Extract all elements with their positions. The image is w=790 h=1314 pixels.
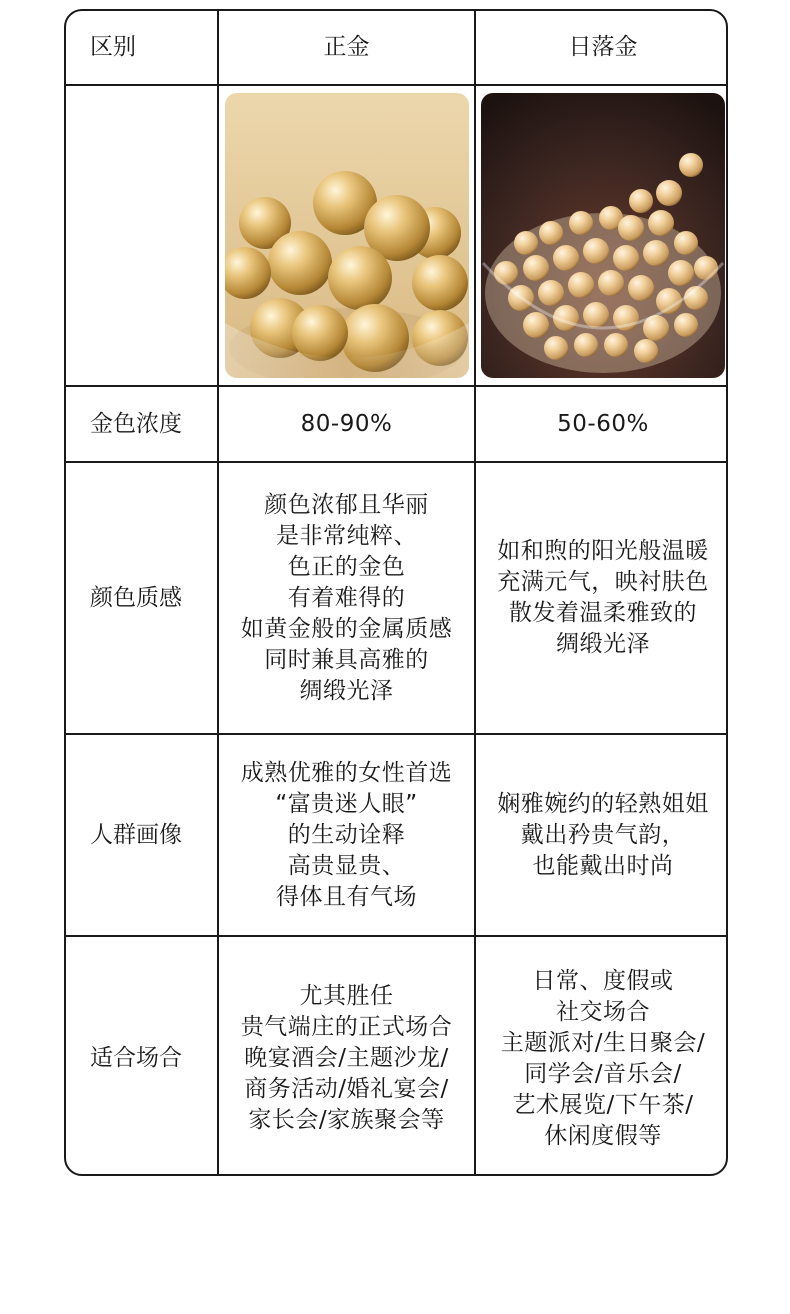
row-col-a-text: 成熟优雅的女性首选 “富贵迷人眼” 的生动诠释 高贵显贵、 得体且有气场 bbox=[240, 759, 453, 910]
image-col-b-cell bbox=[475, 85, 728, 386]
row-target-audience bbox=[66, 734, 728, 936]
header-col-a: 正金 bbox=[323, 34, 370, 60]
row-col-b-text: 日常、度假或 社交场合 主题派对/生日聚会/ 同学会/音乐会/ 艺术展览/下午茶/ 休闲度假等 bbox=[500, 967, 706, 1149]
row-label-cell bbox=[66, 936, 218, 1176]
header-label-cell bbox=[66, 11, 218, 85]
row-col-a-text: 80-90% bbox=[300, 410, 393, 437]
row-col-b-text: 娴雅婉约的轻熟姐姐 戴出矜贵气韵， 也能戴出时尚 bbox=[497, 790, 709, 879]
row-label-cell bbox=[66, 462, 218, 734]
row-col-b-cell bbox=[475, 734, 728, 936]
row-col-b-text: 如和煦的阳光般温暖 充满元气，映衬肤色 散发着温柔雅致的 绸缎光泽 bbox=[497, 538, 709, 657]
row-label: 金色浓度 bbox=[90, 410, 182, 437]
image-col-a-cell bbox=[218, 85, 475, 386]
row-col-b-text: 50-60% bbox=[557, 410, 649, 437]
row-col-a-text: 颜色浓郁且华丽 是非常纯粹、 色正的金色 有着难得的 如黄金般的金属质感 同时兼具高雅的 绸缎光泽 bbox=[240, 491, 453, 704]
comparison-table bbox=[66, 11, 728, 1176]
header-col-b-cell bbox=[475, 11, 728, 85]
row-label: 适合场合 bbox=[90, 1045, 182, 1071]
row-label-cell bbox=[66, 734, 218, 936]
row-gold-concentration bbox=[66, 386, 728, 462]
row-label-cell bbox=[66, 386, 218, 462]
row-col-b-cell bbox=[475, 462, 728, 734]
row-col-b-cell bbox=[475, 936, 728, 1176]
image-row bbox=[66, 85, 728, 386]
golden-pearls-in-glass-icon bbox=[225, 93, 469, 378]
row-color-texture bbox=[66, 462, 728, 734]
row-occasions bbox=[66, 936, 728, 1176]
row-label: 人群画像 bbox=[90, 821, 182, 848]
header-label: 区别 bbox=[90, 34, 136, 60]
row-label: 颜色质感 bbox=[90, 584, 182, 611]
header-row bbox=[66, 11, 728, 85]
header-col-a-cell bbox=[218, 11, 475, 85]
row-col-a-cell bbox=[218, 936, 475, 1176]
comparison-table-frame bbox=[64, 9, 728, 1176]
row-col-a-cell bbox=[218, 386, 475, 462]
row-col-b-cell bbox=[475, 386, 728, 462]
row-col-a-cell bbox=[218, 734, 475, 936]
row-col-a-text: 尤其胜任 贵气端庄的正式场合 晚宴酒会/主题沙龙/ 商务活动/婚礼宴会/ 家长会/家族聚会等 bbox=[240, 983, 453, 1133]
row-col-a-cell bbox=[218, 462, 475, 734]
header-col-b: 日落金 bbox=[568, 34, 638, 60]
image-row-label-cell bbox=[66, 85, 218, 386]
sunset-gold-pearls-in-bowl-icon bbox=[481, 93, 725, 378]
